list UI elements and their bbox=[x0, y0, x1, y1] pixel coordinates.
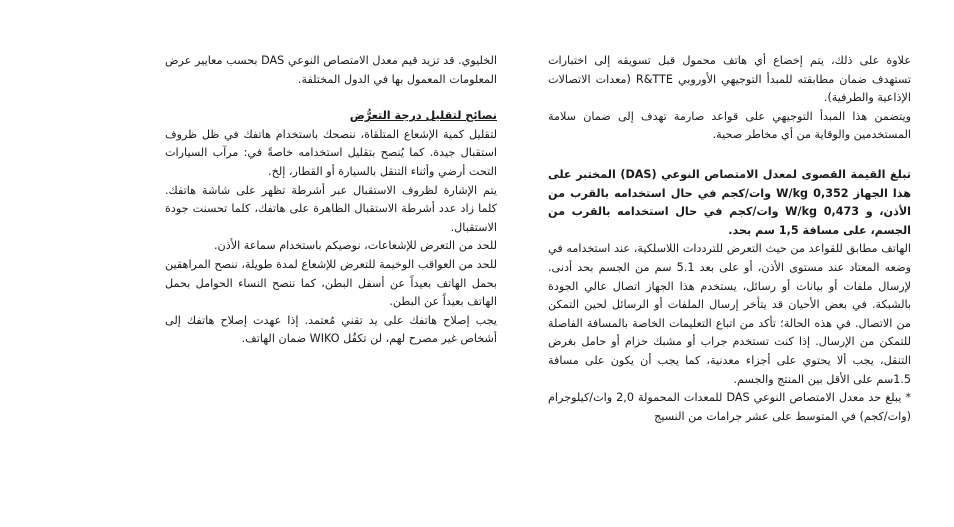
tips-heading: نصائح لتقليل درجة التعرُّض bbox=[349, 109, 497, 123]
das-values-paragraph: تبلغ القيمة القصوى لمعدل الامتصاص النوعي (DAS) المختبر على هذا الجهاز 0,352 W/kg وات/كجم في حال استخدامه بالقرب من الأذن، و 0,473 W/kg وات/كجم في حال استخدامه بالقرب من الجسم، على مسافة 1,5 سم بحد. bbox=[548, 167, 911, 237]
tip-paragraph: لتقليل كمية الإشعاع المتلقاة، ننصحك باستخدام هاتفك في ظل ظروف استقبال جيدة. كما يُنصح بتقليل استخدامه خاصةً في: مرآب السيارات التحت أرضي وأثناء التنقل بالسيارة أو القطار، إلخ. bbox=[165, 127, 497, 178]
left-column bbox=[165, 52, 497, 349]
tip-paragraph: للحد من العواقب الوخيمة للتعرض للإشعاع لمدة طويلة، ننصح المراهقين بحمل الهاتف بعيداً عن أسفل البطن، كما ننصح النساء الحوامل بحمل الهاتف بعيداً عن البطن. bbox=[165, 257, 497, 309]
tip-paragraph: يجب إصلاح هاتفك على يد تقني مُعتمد. إذا عهدت إصلاح هاتفك إلى أشخاص غير مصرح لهم، لن تكفُل WIKO ضمان الهاتف. bbox=[165, 313, 497, 346]
tip-paragraph: يتم الإشارة لظروف الاستقبال عبر أشرطة تظهر على شاشة هاتفك. كلما زاد عدد أشرطة الاستقبال الظاهرة على هاتفك، كلما تحسنت جودة الاستقبال. bbox=[165, 183, 497, 234]
right-intro: علاوة على ذلك، يتم إخضاع أي هاتف محمول قبل تسويقه إلى اختبارات تستهدف ضمان مطابقته للمبدأ التوجيهي الأوروبي R&TTE (معدات الاتصالات الإذاعية والطرفية). bbox=[548, 54, 911, 105]
das-footnote: * يبلغ حد معدل الامتصاص النوعي DAS للمعدات المحمولة 2,0 وات/كيلوجرام (وات/كجم) في المتوسط على عشر جرامات من النسيج bbox=[548, 391, 911, 423]
right-column bbox=[548, 52, 911, 426]
tip-paragraph: للحد من التعرض للإشعاعات، نوصيكم باستخدام سماعة الأذن. bbox=[213, 239, 497, 253]
left-intro: الخليوي. قد تزيد قيم معدل الامتصاص النوعي DAS بحسب معايير عرض المعلومات المعمول بها في الدول المختلفة. bbox=[165, 54, 497, 86]
compliance-paragraph: الهاتف مطابق للقواعد من حيث التعرض للترددات اللاسلكية، عند استخدامه في وضعه المعتاد عند مستوى الأذن، أو على بعد 5.1 سم من الجسم بحد أدنى. لإرسال ملفات أو بيانات أو رسائل، يستخدم هذا الجهاز اتصال عالي الجودة بالشبكة. في بعض الأحيان قد يتأخر إرسال الملفات أو الرسائل لحين التمكن من الاتصال. في هذه الحالة؛ تأكد من اتباع التعليمات الخاصة بالمسافة الفاصلة للتمكن من الإرسال. إذا كنت تستخدم جراب أو مشبك حزام أو حامل بغرض التنقل، يجب ألا يحتوي على أجزاء معدنية، كما يجب أن يكون على مسافة 1.5سم على الأقل بين المنتج والجسم. bbox=[548, 242, 911, 386]
right-intro-2: ويتضمن هذا المبدأ التوجيهي على قواعد صارمة تهدف إلى ضمان سلامة المستخدمين والوقاية من أي مخاطر صحية. bbox=[548, 109, 911, 142]
